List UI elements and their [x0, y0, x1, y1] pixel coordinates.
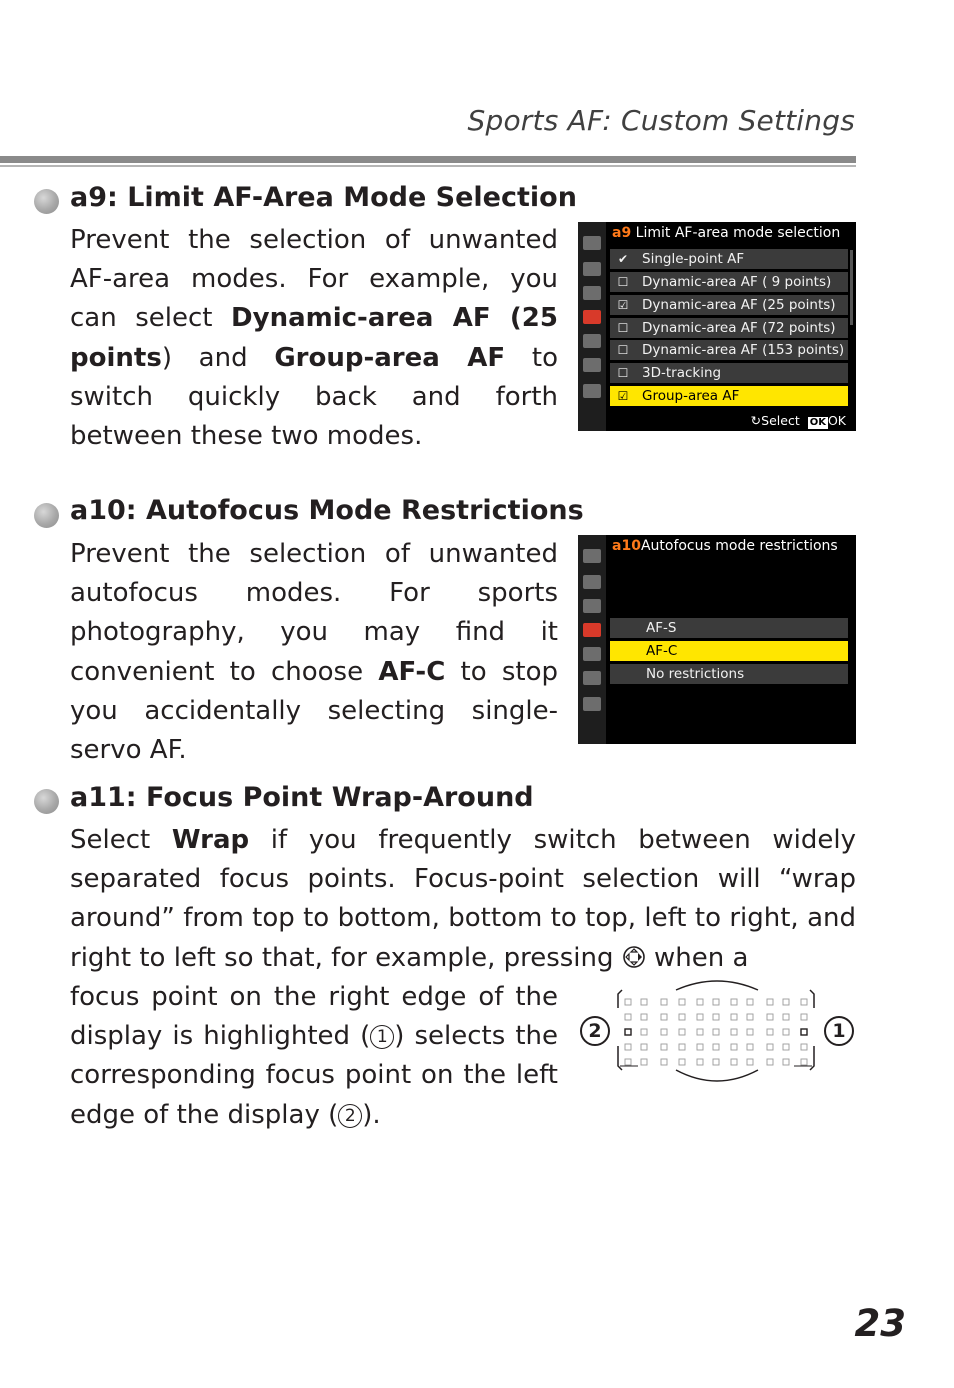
- focus-point: [713, 1014, 719, 1020]
- camera-tab-icon: [583, 575, 601, 589]
- callout-2-inline: 2: [338, 1104, 362, 1128]
- retouch-tab-icon: [583, 671, 601, 685]
- focus-point: [697, 1044, 703, 1050]
- camera-tab-icon: [583, 262, 601, 276]
- section-text-a11-continued: focus point on the right edge of the display is highlighted ( 1 ) selects the corresponding focus point on the left edge of the display ( 2 ).: [70, 982, 558, 1130]
- recent-tab-icon: [583, 697, 601, 711]
- focus-point: [801, 999, 807, 1005]
- section-heading-a11: a11: Focus Point Wrap-Around: [70, 782, 534, 813]
- pencil-tab-icon: [583, 623, 601, 637]
- focus-point: [767, 1014, 773, 1020]
- focus-point: [747, 1029, 753, 1035]
- menu-tab-strip: [578, 222, 606, 431]
- playback-tab-icon: [583, 549, 601, 563]
- focus-point: [641, 1014, 647, 1020]
- highlighted-focus-point: [801, 1029, 807, 1035]
- section-text-a9: Prevent the selection of unwanted AF-area modes. For example, you can select Dynamic-area AF (25 points) and Group-area AF to switch quickly back and forth between these two modes.: [70, 225, 559, 452]
- highlighted-focus-point: [625, 1029, 631, 1035]
- scroll-bar: [850, 250, 853, 325]
- menu-item-selected: ☑ Group-area AF: [610, 386, 848, 406]
- menu-item: ✔ Single-point AF: [610, 249, 848, 269]
- focus-point: [747, 1014, 753, 1020]
- recent-tab-icon: [583, 384, 601, 398]
- focus-point: [713, 1059, 719, 1065]
- header-rule-thick: [0, 156, 856, 163]
- multi-selector-right-icon: [622, 945, 646, 969]
- focus-point: [661, 1044, 667, 1050]
- menu-item-selected: AF-C: [610, 641, 848, 661]
- section-text-a10: Prevent the selection of unwanted autofocus modes. For sports photography, you may find it convenient to choose AF-C to stop you accidentally selecting single-servo AF.: [70, 539, 558, 766]
- callout-2-label: 2: [580, 1016, 610, 1046]
- menu-item: ☑ Dynamic-area AF (25 points): [610, 295, 848, 315]
- playback-tab-icon: [583, 236, 601, 250]
- focus-point: [625, 999, 631, 1005]
- focus-point: [641, 999, 647, 1005]
- camera-screen-a9: [578, 222, 856, 431]
- focus-point: [679, 999, 685, 1005]
- focus-point: [625, 1059, 631, 1065]
- focus-point: [801, 1014, 807, 1020]
- section-heading-a10: a10: Autofocus Mode Restrictions: [70, 495, 584, 526]
- focus-point: [731, 1014, 737, 1020]
- focus-point: [767, 999, 773, 1005]
- header-rule-thin: [0, 165, 856, 167]
- focus-point: [767, 1059, 773, 1065]
- focus-point: [661, 1029, 667, 1035]
- focus-point: [767, 1044, 773, 1050]
- menu-item: ☐ 3D-tracking: [610, 363, 848, 383]
- focus-point: [641, 1059, 647, 1065]
- focus-point: [713, 999, 719, 1005]
- focus-point: [679, 1044, 685, 1050]
- focus-point: [801, 1044, 807, 1050]
- screen-title: a10Autofocus mode restrictions: [612, 538, 838, 554]
- focus-point: [783, 1014, 789, 1020]
- bullet-icon: [34, 189, 59, 214]
- focus-point: [641, 1029, 647, 1035]
- movie-tab-icon: [583, 599, 601, 613]
- menu-tab-strip: [578, 535, 606, 744]
- focus-point: [783, 1029, 789, 1035]
- focus-point-diagram: [578, 980, 856, 1090]
- focus-point: [697, 1029, 703, 1035]
- focus-point: [767, 1029, 773, 1035]
- menu-item: ☐ Dynamic-area AF (153 points): [610, 340, 848, 360]
- focus-point: [747, 1059, 753, 1065]
- menu-item: ☐ Dynamic-area AF (72 points): [610, 318, 848, 338]
- focus-point: [783, 1059, 789, 1065]
- focus-point: [731, 1059, 737, 1065]
- wrench-tab-icon: [583, 647, 601, 661]
- callout-1-label: 1: [824, 1016, 854, 1046]
- page-number: 23: [854, 1302, 906, 1345]
- movie-tab-icon: [583, 286, 601, 300]
- focus-point: [747, 1044, 753, 1050]
- focus-point: [731, 1029, 737, 1035]
- camera-screen-a10: [578, 535, 856, 744]
- focus-point: [783, 1044, 789, 1050]
- focus-point: [747, 999, 753, 1005]
- bullet-icon: [34, 503, 59, 528]
- focus-point: [661, 1059, 667, 1065]
- section-text-a11: Select Wrap if you frequently switch between widely separated focus points. Focus-point selection will “wrap around” from top to bottom, bottom to top, left to right, and right to left so that, for example, pressing when a: [70, 825, 856, 973]
- focus-point: [625, 1044, 631, 1050]
- focus-point: [661, 1014, 667, 1020]
- focus-point: [713, 1029, 719, 1035]
- retouch-tab-icon: [583, 358, 601, 372]
- focus-point: [625, 1014, 631, 1020]
- focus-point: [679, 1029, 685, 1035]
- callout-1-inline: 1: [370, 1025, 394, 1049]
- menu-item: AF-S: [610, 618, 848, 638]
- focus-point: [801, 1059, 807, 1065]
- focus-point: [783, 999, 789, 1005]
- focus-point: [641, 1044, 647, 1050]
- focus-point-grid: [578, 980, 856, 1090]
- pencil-tab-icon: [583, 310, 601, 324]
- screen-footer: ↻Select OK OK: [750, 413, 846, 428]
- menu-item: ☐ Dynamic-area AF ( 9 points): [610, 272, 848, 292]
- focus-point: [661, 999, 667, 1005]
- section-heading-a9: a9: Limit AF-Area Mode Selection: [70, 182, 577, 213]
- focus-point: [679, 1014, 685, 1020]
- focus-point: [697, 1014, 703, 1020]
- menu-item: No restrictions: [610, 664, 848, 684]
- focus-point: [697, 1059, 703, 1065]
- bullet-icon: [34, 789, 59, 814]
- focus-point: [731, 1044, 737, 1050]
- wrench-tab-icon: [583, 334, 601, 348]
- screen-title: a9 Limit AF-area mode selection: [612, 225, 841, 241]
- focus-point: [731, 999, 737, 1005]
- focus-point: [679, 1059, 685, 1065]
- focus-point: [697, 999, 703, 1005]
- focus-point: [713, 1044, 719, 1050]
- page-header-title: Sports AF: Custom Settings: [467, 104, 855, 137]
